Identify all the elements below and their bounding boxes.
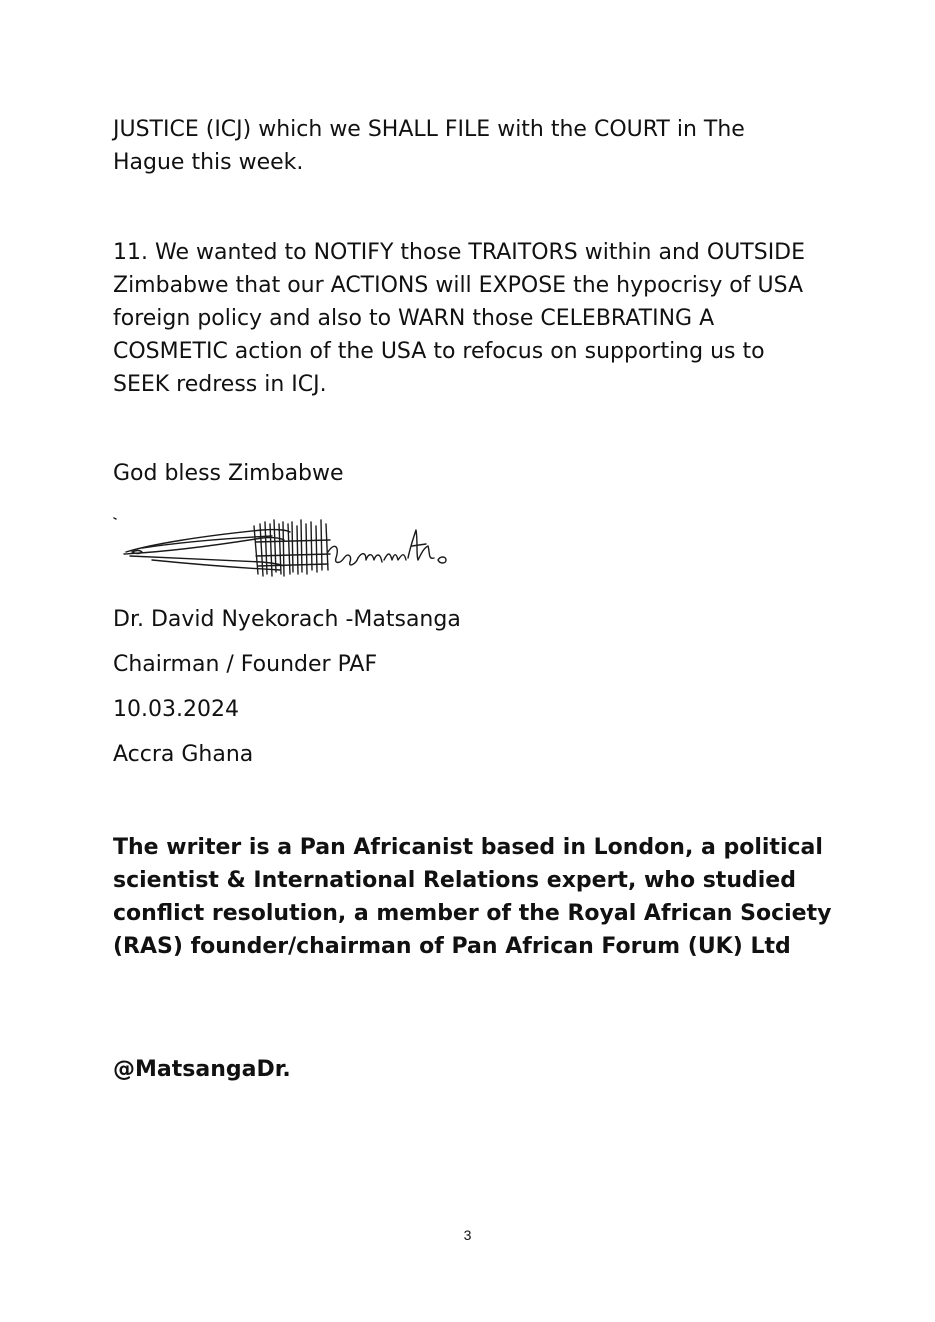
- closing-line: God bless Zimbabwe: [113, 461, 344, 486]
- signatory-name: Dr. David Nyekorach -Matsanga: [113, 607, 461, 632]
- signatory-title: Chairman / Founder PAF: [113, 652, 378, 677]
- page-number: 3: [463, 1227, 472, 1243]
- signature-place: Accra Ghana: [113, 742, 254, 767]
- paragraph-item-11: 11. We wanted to NOTIFY those TRAITORS within and OUTSIDE Zimbabwe that our ACTIONS will EXPOSE the hypocrisy of USA foreign policy and also to WARN those CELEBRATING A COSMETIC action of the USA to refocus on supporting us to SEEK redress in ICJ.: [113, 240, 806, 397]
- handwritten-signature: [112, 512, 472, 584]
- social-handle: @MatsangaDr.: [113, 1057, 291, 1082]
- author-bio: The writer is a Pan Africanist based in London, a political scientist & International Relations expert, who studied conflict resolution, a member of the Royal African Society (RAS) founder/chairman of Pan African Forum (UK) Ltd: [113, 835, 832, 959]
- signature-date: 10.03.2024: [113, 697, 239, 722]
- paragraph-continuation: JUSTICE (ICJ) which we SHALL FILE with the COURT in The Hague this week.: [113, 117, 745, 175]
